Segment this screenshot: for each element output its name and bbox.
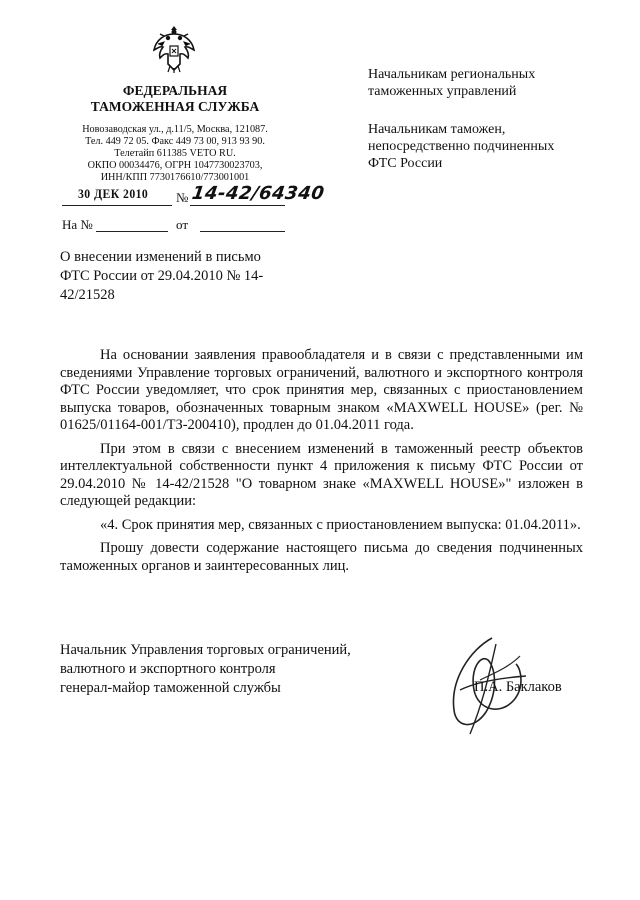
subject-line: 42/21528: [60, 287, 115, 303]
recipient-line: Начальникам таможен,: [368, 122, 506, 137]
address-line: ИНН/КПП 7730176610/773001001: [100, 172, 250, 183]
signatory-name: П.А. Баклаков: [474, 679, 562, 695]
reference-label: На №: [62, 217, 93, 232]
date-underline: [62, 205, 172, 206]
address-line: Телетайп 611385 VETO RU.: [114, 148, 236, 159]
coat-of-arms-emblem: [150, 20, 198, 74]
address-line: ОКПО 00034476, ОГРН 1047730023703,: [87, 160, 263, 171]
from-label: от: [176, 217, 189, 232]
recipient-line: ФТС России: [368, 156, 443, 171]
recipient-line: Начальникам региональных: [368, 67, 536, 82]
address-line: Новозаводская ул., д.11/5, Москва, 121087.: [82, 124, 268, 135]
recipient-line: таможенных управлений: [368, 84, 517, 99]
address-line: Тел. 449 72 05. Факс 449 73 00, 913 93 90.: [85, 136, 265, 147]
registration-number: 14-42/64340: [190, 183, 326, 204]
org-name-line2: ТАМОЖЕННАЯ СЛУЖБА: [90, 99, 260, 114]
subject-line: ФТС России от 29.04.2010 № 14-: [60, 268, 264, 284]
number-label: №: [176, 190, 189, 205]
body-paragraph: «4. Срок принятия мер, связанных с приостановлением выпуска: 01.04.2011».: [100, 516, 581, 533]
subject-line: О внесении изменений в письмо: [60, 249, 261, 265]
body-paragraph: На основании заявления правообладателя и в связи с представленными им сведениями Управление торговых ограничений, валютного и экспортного контроля ФТС России уведомляет, что срок принятия мер, связанных с приостановлением выпуска товаров, обозначенных товарным знаком «MAXWELL HOUSE» (рег. № 01625/01164-001/ТЗ-200410), продлен до 01.04.2011 года.: [60, 347, 583, 433]
signatory-title-line: генерал-майор таможенной службы: [60, 680, 281, 696]
body-paragraph: Прошу довести содержание настоящего письма до сведения подчиненных таможенных органов и заинтересованных лиц.: [60, 540, 583, 574]
org-name-line1: ФЕДЕРАЛЬНАЯ: [122, 83, 228, 98]
number-underline: [190, 205, 285, 206]
from-underline: [200, 231, 285, 232]
signatory-title-line: валютного и экспортного контроля: [60, 661, 276, 677]
reference-underline: [96, 231, 168, 232]
signatory-title-line: Начальник Управления торговых ограничений,: [60, 642, 351, 658]
registration-date: 30 ДЕК 2010: [78, 186, 149, 201]
body-paragraph: При этом в связи с внесением изменений в таможенный реестр объектов интеллектуальной собственности пункт 4 приложения к письму ФТС России от 29.04.2010 № 14-42/21528 "О товарном знаке «MAXWELL HOUSE»" изложен в следующей редакции:: [60, 440, 583, 509]
letter-body: [60, 347, 583, 575]
recipient-line: непосредственно подчиненных: [368, 139, 555, 154]
